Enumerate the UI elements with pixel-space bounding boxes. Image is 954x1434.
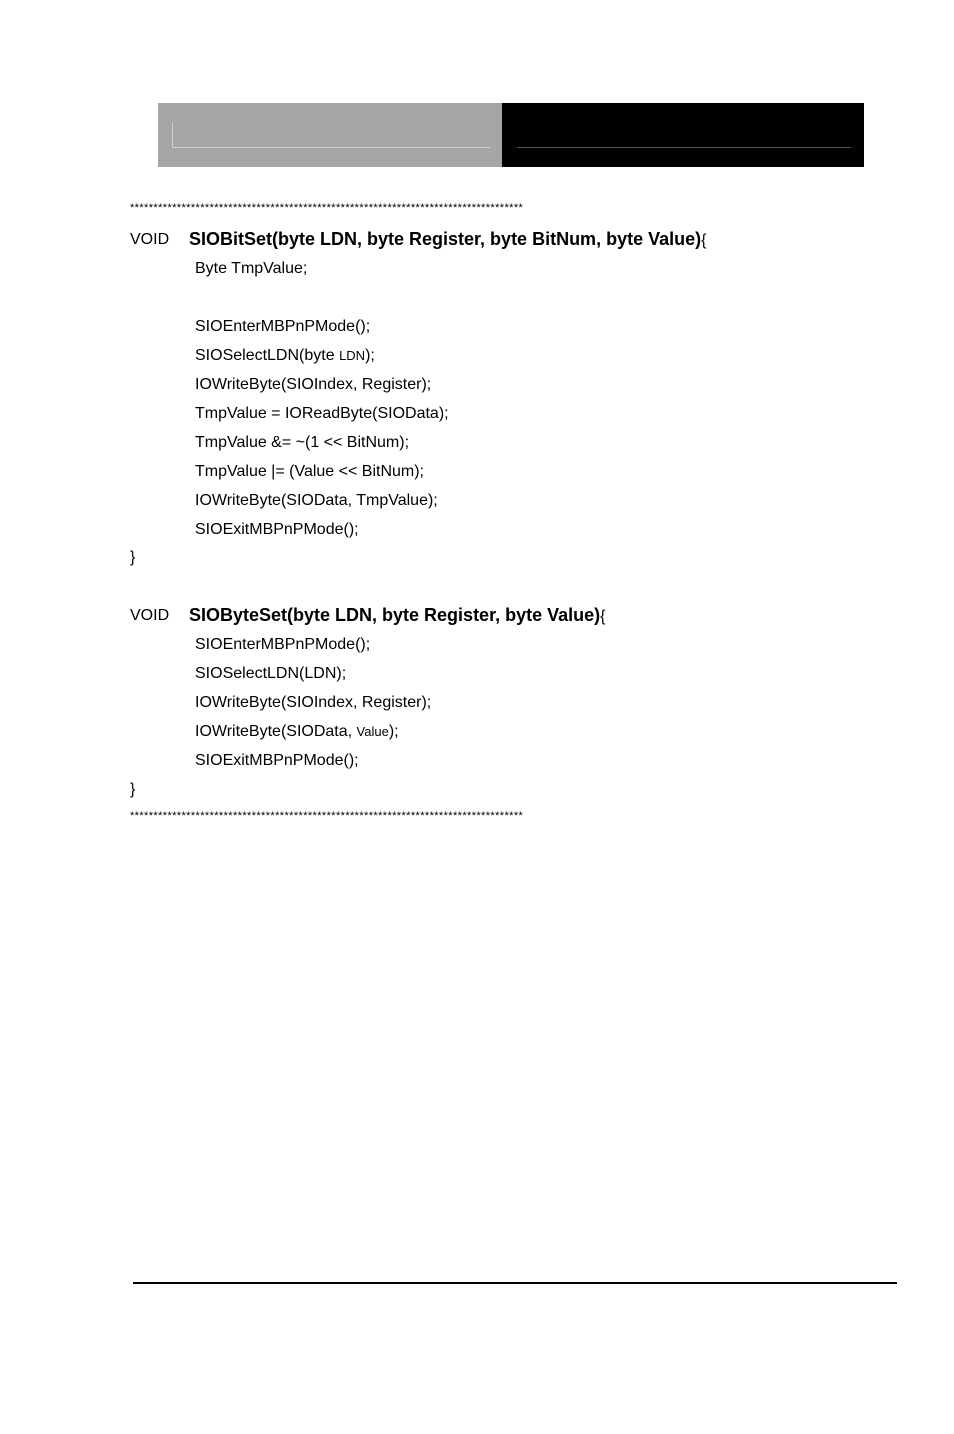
func1-close-brace: }: [130, 549, 136, 566]
header-banner: [158, 103, 864, 167]
func1-line-1: Byte TmpValue;: [195, 260, 308, 277]
header-left-line-horizontal: [172, 147, 490, 148]
header-right-panel: [502, 103, 864, 167]
func1-signature: SIOBitSet(byte LDN, byte Register, byte BitNum, byte Value): [189, 229, 702, 249]
func2-return-type: VOID: [130, 607, 170, 624]
header-right-line: [517, 147, 851, 148]
func2-close-brace: }: [130, 781, 136, 798]
func1-line-4-head: SIOSelectLDN(byte: [195, 347, 340, 364]
func1-line-3: SIOEnterMBPnPMode();: [195, 318, 371, 335]
func1-line-6: TmpValue = IOReadByte(SIOData);: [195, 405, 449, 422]
func1-line-7: TmpValue &= ~(1 << BitNum);: [195, 434, 410, 451]
func1-line-8: TmpValue |= (Value << BitNum);: [195, 463, 424, 480]
func1-return-type: VOID: [130, 231, 170, 248]
func1-line-10: SIOExitMBPnPMode();: [195, 521, 359, 538]
func2-line-2: SIOSelectLDN(LDN);: [195, 665, 347, 682]
func2-line-1: SIOEnterMBPnPMode();: [195, 636, 371, 653]
func1-open-brace: {: [701, 232, 707, 249]
func2-open-brace: {: [600, 608, 606, 625]
func2-line-4: [195, 722, 399, 742]
func1-line-9: IOWriteByte(SIOData, TmpValue);: [195, 492, 438, 509]
separator-top: ************************************************************************************: [130, 202, 524, 214]
separator-bottom: ************************************************************************************: [130, 810, 524, 822]
func1-line-4-tail: );: [365, 347, 375, 364]
func2-line-4-tail: );: [388, 723, 399, 740]
func2-line-4-head: IOWriteByte(SIOData,: [195, 723, 357, 740]
func2-line-4-arg: Value: [356, 724, 389, 739]
func1-signature-row: [189, 229, 706, 251]
header-left-line-vertical: [172, 123, 173, 148]
func2-line-3: IOWriteByte(SIOIndex, Register);: [195, 694, 432, 711]
func1-line-4: [195, 346, 375, 366]
func2-line-5: SIOExitMBPnPMode();: [195, 752, 359, 769]
func2-signature: SIOByteSet(byte LDN, byte Register, byte Value): [189, 605, 601, 625]
func1-line-4-arg: LDN: [339, 348, 366, 363]
header-left-panel: [158, 103, 502, 167]
footer-rule: [133, 1282, 897, 1284]
func2-signature-row: [189, 605, 605, 627]
func1-line-5: IOWriteByte(SIOIndex, Register);: [195, 376, 432, 393]
